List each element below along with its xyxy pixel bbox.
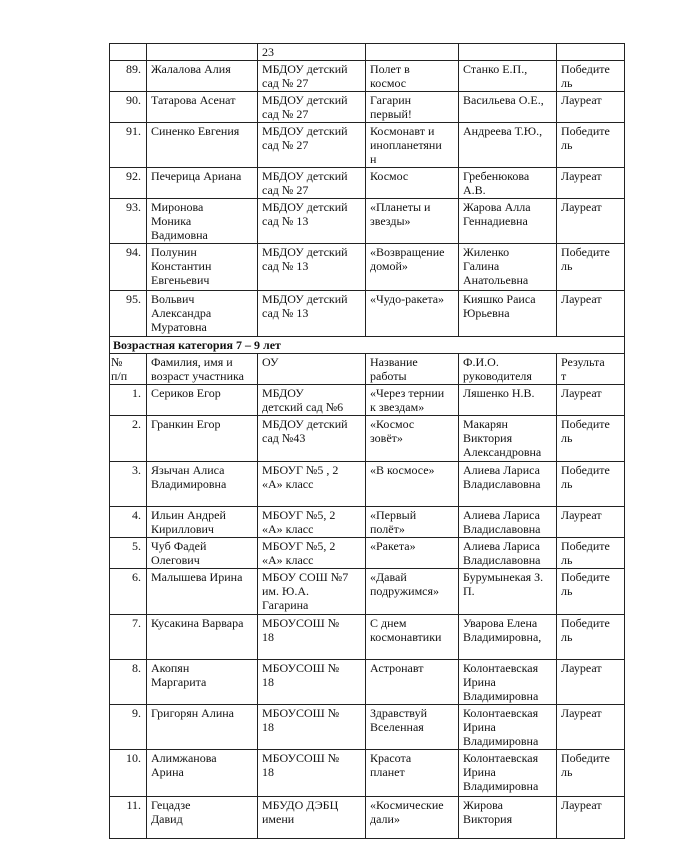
work-title: «Возвращение домой»: [366, 244, 459, 291]
participant-number: 5.: [110, 538, 147, 569]
supervisor-name: Колонтаевская Ирина Владимировна: [459, 660, 557, 705]
participant-number: 4.: [110, 507, 147, 538]
participant-number: 7.: [110, 615, 147, 660]
participant-number: 10.: [110, 750, 147, 797]
work-title: «Давай подружимся»: [366, 569, 459, 615]
result-value: Лауреат: [557, 385, 625, 416]
participant-number: 8.: [110, 660, 147, 705]
work-title: «В космосе»: [366, 462, 459, 507]
supervisor-name: Андреева Т.Ю.,: [459, 123, 557, 168]
table-row: [110, 385, 625, 416]
supervisor-name: Уварова Елена Владимировна,: [459, 615, 557, 660]
table-row: [110, 507, 625, 538]
work-title: Космонавт и иноплaнетяни н: [366, 123, 459, 168]
participant-number: 90.: [110, 92, 147, 123]
participant-number: 89.: [110, 61, 147, 92]
supervisor-name: Алиева Лариса Владиславовна: [459, 538, 557, 569]
table-row: [110, 168, 625, 199]
column-header-row: [110, 354, 625, 385]
institution: МБОУ СОШ №7 им. Ю.А. Гагарина: [258, 569, 366, 615]
institution: 23: [258, 44, 366, 61]
result-value: Лауреат: [557, 92, 625, 123]
work-title: Здравствуй Вселенная: [366, 705, 459, 750]
work-title: Астронавт: [366, 660, 459, 705]
participant-name: Татарова Асенат: [147, 92, 258, 123]
supervisor-name: [459, 44, 557, 61]
work-title: «Ракета»: [366, 538, 459, 569]
participant-number: 9.: [110, 705, 147, 750]
table-row: [110, 199, 625, 244]
supervisor-name: Ляшенко Н.В.: [459, 385, 557, 416]
institution: МБОУСОШ № 18: [258, 750, 366, 797]
header-participant: Фамилия, имя и возраст участника: [147, 354, 258, 385]
participant-name: Синенко Евгения: [147, 123, 258, 168]
work-title: Гагарин первый!: [366, 92, 459, 123]
work-title: Космос: [366, 168, 459, 199]
table-row: [110, 750, 625, 797]
participant-number: [110, 44, 147, 61]
table-row: [110, 61, 625, 92]
institution: МБДОУ детский сад №43: [258, 416, 366, 462]
participant-number: 95.: [110, 291, 147, 337]
participant-number: 1.: [110, 385, 147, 416]
table-row: [110, 416, 625, 462]
result-value: Лауреат: [557, 199, 625, 244]
participant-name: Печерица Ариана: [147, 168, 258, 199]
supervisor-name: Васильева О.Е.,: [459, 92, 557, 123]
age-category-row: [110, 337, 625, 354]
result-value: Лауреат: [557, 291, 625, 337]
table-row: [110, 244, 625, 291]
participant-number: 93.: [110, 199, 147, 244]
table-row: [110, 123, 625, 168]
result-value: Лауреат: [557, 660, 625, 705]
result-value: Победите ль: [557, 569, 625, 615]
participant-name: Ильин Андрей Кириллович: [147, 507, 258, 538]
institution: МБДОУ детский сад №6: [258, 385, 366, 416]
header-supervisor: Ф.И.О. руководителя: [459, 354, 557, 385]
participant-number: 2.: [110, 416, 147, 462]
participant-name: Акопян Маргарита: [147, 660, 258, 705]
result-value: [557, 44, 625, 61]
header-work-title: Название работы: [366, 354, 459, 385]
institution: МБОУГ №5, 2 «А» класс: [258, 507, 366, 538]
table-row: [110, 538, 625, 569]
age-category-section: [110, 337, 625, 385]
work-title: «Чудо-ракета»: [366, 291, 459, 337]
participant-name: Алимжанова Арина: [147, 750, 258, 797]
participant-name: Сериков Егор: [147, 385, 258, 416]
result-value: Лауреат: [557, 168, 625, 199]
participant-name: Гранкин Егор: [147, 416, 258, 462]
work-title: «Через тернии к звездам»: [366, 385, 459, 416]
institution: МБОУГ №5 , 2 «А» класс: [258, 462, 366, 507]
supervisor-name: Кияшко Раиса Юрьевна: [459, 291, 557, 337]
supervisor-name: Станко Е.П.,: [459, 61, 557, 92]
participant-name: Чуб Фадей Олегович: [147, 538, 258, 569]
preschool-section: [110, 44, 625, 337]
result-value: Победите ль: [557, 750, 625, 797]
result-value: Победите ль: [557, 538, 625, 569]
work-title: «Космос зовёт»: [366, 416, 459, 462]
supervisor-name: Жарова Алла Геннадиевна: [459, 199, 557, 244]
work-title: Полет в космос: [366, 61, 459, 92]
table-row: [110, 705, 625, 750]
participant-name: Григорян Алина: [147, 705, 258, 750]
age-category-label: Возрастная категория 7 – 9 лет: [110, 337, 625, 354]
result-value: Победите ль: [557, 61, 625, 92]
table-row: [110, 797, 625, 839]
supervisor-name: Жирова Виктория: [459, 797, 557, 839]
supervisor-name: Жиленко Галина Анатольевна: [459, 244, 557, 291]
participant-name: Малышева Ирина: [147, 569, 258, 615]
header-number: № п/п: [110, 354, 147, 385]
results-document: [109, 43, 624, 839]
supervisor-name: Алиева Лариса Владиславовна: [459, 507, 557, 538]
header-result: Результа т: [557, 354, 625, 385]
result-value: Лауреат: [557, 507, 625, 538]
results-table: [109, 43, 625, 839]
work-title: «Первый полёт»: [366, 507, 459, 538]
result-value: Победите ль: [557, 416, 625, 462]
work-title: [366, 44, 459, 61]
institution: МБДОУ детский сад № 27: [258, 168, 366, 199]
work-title: С днем космонавтики: [366, 615, 459, 660]
result-value: Лауреат: [557, 797, 625, 839]
participant-name: Язычан Алиса Владимировна: [147, 462, 258, 507]
institution: МБДОУ детский сад № 27: [258, 92, 366, 123]
institution: МБДОУ детский сад № 27: [258, 61, 366, 92]
participant-number: 91.: [110, 123, 147, 168]
table-row: [110, 569, 625, 615]
institution: МБДОУ детский сад № 13: [258, 199, 366, 244]
result-value: Победите ль: [557, 615, 625, 660]
result-value: Победите ль: [557, 123, 625, 168]
school-section: [110, 385, 625, 839]
participant-number: 3.: [110, 462, 147, 507]
participant-name: Кусакина Варвара: [147, 615, 258, 660]
supervisor-name: Бурумынекая З. П.: [459, 569, 557, 615]
supervisor-name: Колонтаевская Ирина Владимировна: [459, 705, 557, 750]
table-row: [110, 291, 625, 337]
result-value: Победите ль: [557, 462, 625, 507]
institution: МБДОУ детский сад № 27: [258, 123, 366, 168]
participant-name: Жалалова Алия: [147, 61, 258, 92]
participant-name: Вольвич Александра Муратовна: [147, 291, 258, 337]
table-row: [110, 44, 625, 61]
work-title: «Космические дали»: [366, 797, 459, 839]
participant-name: Полунин Константин Евгеньевич: [147, 244, 258, 291]
table-row: [110, 462, 625, 507]
supervisor-name: Гребенюкова А.В.: [459, 168, 557, 199]
participant-name: Гецадзе Давид: [147, 797, 258, 839]
participant-number: 92.: [110, 168, 147, 199]
participant-number: 6.: [110, 569, 147, 615]
participant-name: Миронова Моника Вадимовна: [147, 199, 258, 244]
work-title: Красота планет: [366, 750, 459, 797]
supervisor-name: Колонтаевская Ирина Владимировна: [459, 750, 557, 797]
table-row: [110, 660, 625, 705]
table-row: [110, 615, 625, 660]
header-institution: ОУ: [258, 354, 366, 385]
result-value: Лауреат: [557, 705, 625, 750]
institution: МБДОУ детский сад № 13: [258, 244, 366, 291]
participant-number: 11.: [110, 797, 147, 839]
work-title: «Планеты и звезды»: [366, 199, 459, 244]
institution: МБОУСОШ № 18: [258, 705, 366, 750]
institution: МБОУСОШ № 18: [258, 660, 366, 705]
table-row: [110, 92, 625, 123]
institution: МБУДО ДЭБЦ имени: [258, 797, 366, 839]
result-value: Победите ль: [557, 244, 625, 291]
participant-name: [147, 44, 258, 61]
institution: МБДОУ детский сад № 13: [258, 291, 366, 337]
institution: МБОУГ №5, 2 «А» класс: [258, 538, 366, 569]
supervisor-name: Алиева Лариса Владиславовна: [459, 462, 557, 507]
institution: МБОУСОШ № 18: [258, 615, 366, 660]
participant-number: 94.: [110, 244, 147, 291]
supervisor-name: Макарян Виктория Александровна: [459, 416, 557, 462]
